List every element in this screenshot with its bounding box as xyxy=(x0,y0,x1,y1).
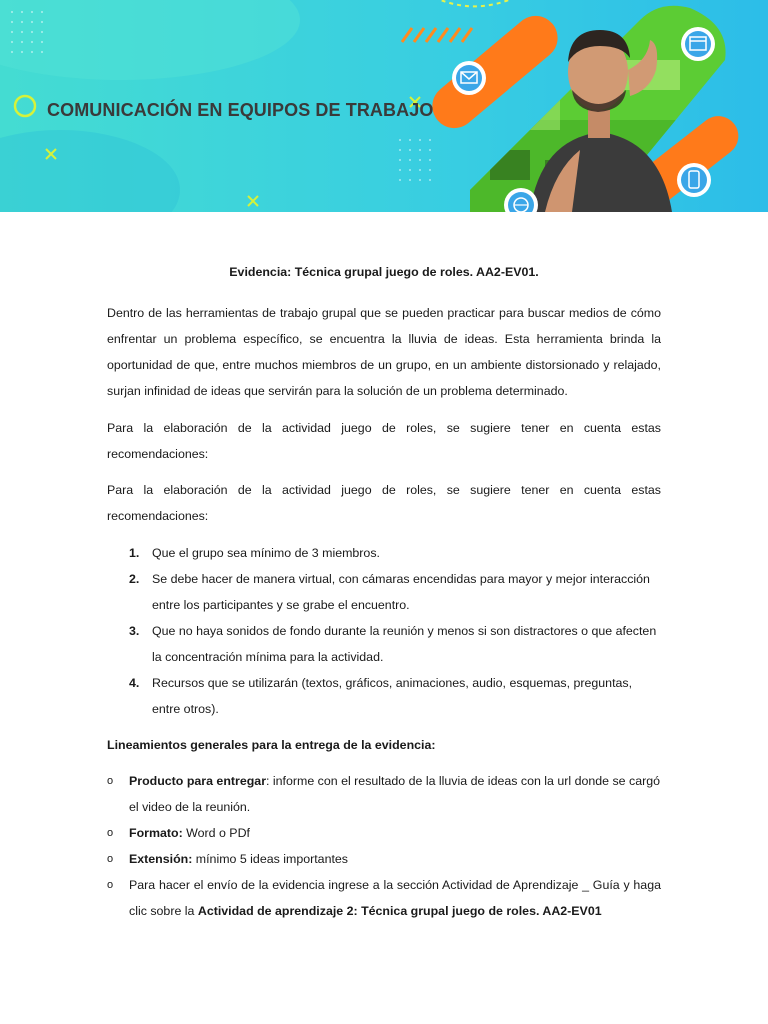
guidelines-list xyxy=(107,768,661,924)
guideline-label: Formato: xyxy=(129,826,183,840)
list-item xyxy=(107,670,661,722)
email-icon xyxy=(452,61,486,95)
activity-link-text: Actividad de aprendizaje 2: Técnica grupal juego de roles. AA2-EV01 xyxy=(197,904,602,918)
list-item xyxy=(107,566,661,618)
paragraph-recommendations-2: Para la elaboración de la actividad juego de roles, se sugiere tener en cuenta estas recomendaciones: xyxy=(107,483,661,523)
paragraph-recommendations-1: Para la elaboración de la actividad juego de roles, se sugiere tener en cuenta estas recomendaciones: xyxy=(107,421,661,461)
guideline-text: Word o PDf xyxy=(182,826,250,840)
list-item xyxy=(107,540,661,566)
bullet-icon: o xyxy=(107,775,114,787)
list-item-text: Se debe hacer de manera virtual, con cámaras encendidas para mayor y mejor interacción entre los participantes y se grabe el encuentro. xyxy=(152,572,650,612)
paragraph-intro: Dentro de las herramientas de trabajo grupal que se pueden practicar para buscar medios de cómo enfrentar un problema específico, se encuentra la lluvia de ideas. Esta herramienta brinda la oportunidad de que, entre muchos miembros de un grupo, en un ambiente distorsionado y relajado, surjan infinidad de ideas que servirán para la solución de un problema determinado. xyxy=(107,306,661,398)
guideline-label: Producto para entregar xyxy=(129,774,267,788)
bullet-icon: o xyxy=(107,879,114,891)
guideline-text: mínimo 5 ideas importantes xyxy=(192,852,348,866)
guideline-text: Para hacer el envío de la evidencia ingrese a la sección Actividad de Aprendizaje _ Guía y haga clic sobre la xyxy=(129,878,661,918)
header-banner xyxy=(0,0,768,212)
list-number: 2. xyxy=(129,572,140,586)
list-item-text: Que el grupo sea mínimo de 3 miembros. xyxy=(152,546,380,560)
list-number: 1. xyxy=(129,546,140,560)
list-item-text: Que no haya sonidos de fondo durante la reunión y menos si son distractores o que afecten la concentración mínima para la actividad. xyxy=(152,624,657,664)
list-number: 4. xyxy=(129,676,140,690)
list-item xyxy=(107,618,661,670)
bullet-icon: o xyxy=(107,853,114,865)
banner-title: COMUNICACIÓN EN EQUIPOS DE TRABAJO xyxy=(47,100,434,120)
guidelines-title: Lineamientos generales para la entrega de la evidencia: xyxy=(107,738,436,752)
list-item xyxy=(107,820,661,846)
document-heading: Evidencia: Técnica grupal juego de roles. AA2-EV01. xyxy=(229,265,539,279)
list-item xyxy=(107,872,661,924)
mobile-icon xyxy=(677,163,711,197)
list-item xyxy=(107,768,661,820)
recommendations-list xyxy=(107,540,661,722)
guideline-label: Extensión: xyxy=(129,852,193,866)
guideline-text: : informe con el resultado de la lluvia de ideas con la url donde se cargó el video de la reunión. xyxy=(129,774,661,814)
list-number: 3. xyxy=(129,624,140,638)
list-item-text: Recursos que se utilizarán (textos, gráficos, animaciones, audio, esquemas, preguntas, entre otros). xyxy=(152,676,633,716)
list-item xyxy=(107,846,661,872)
bullet-icon: o xyxy=(107,827,114,839)
browser-icon xyxy=(681,27,715,61)
